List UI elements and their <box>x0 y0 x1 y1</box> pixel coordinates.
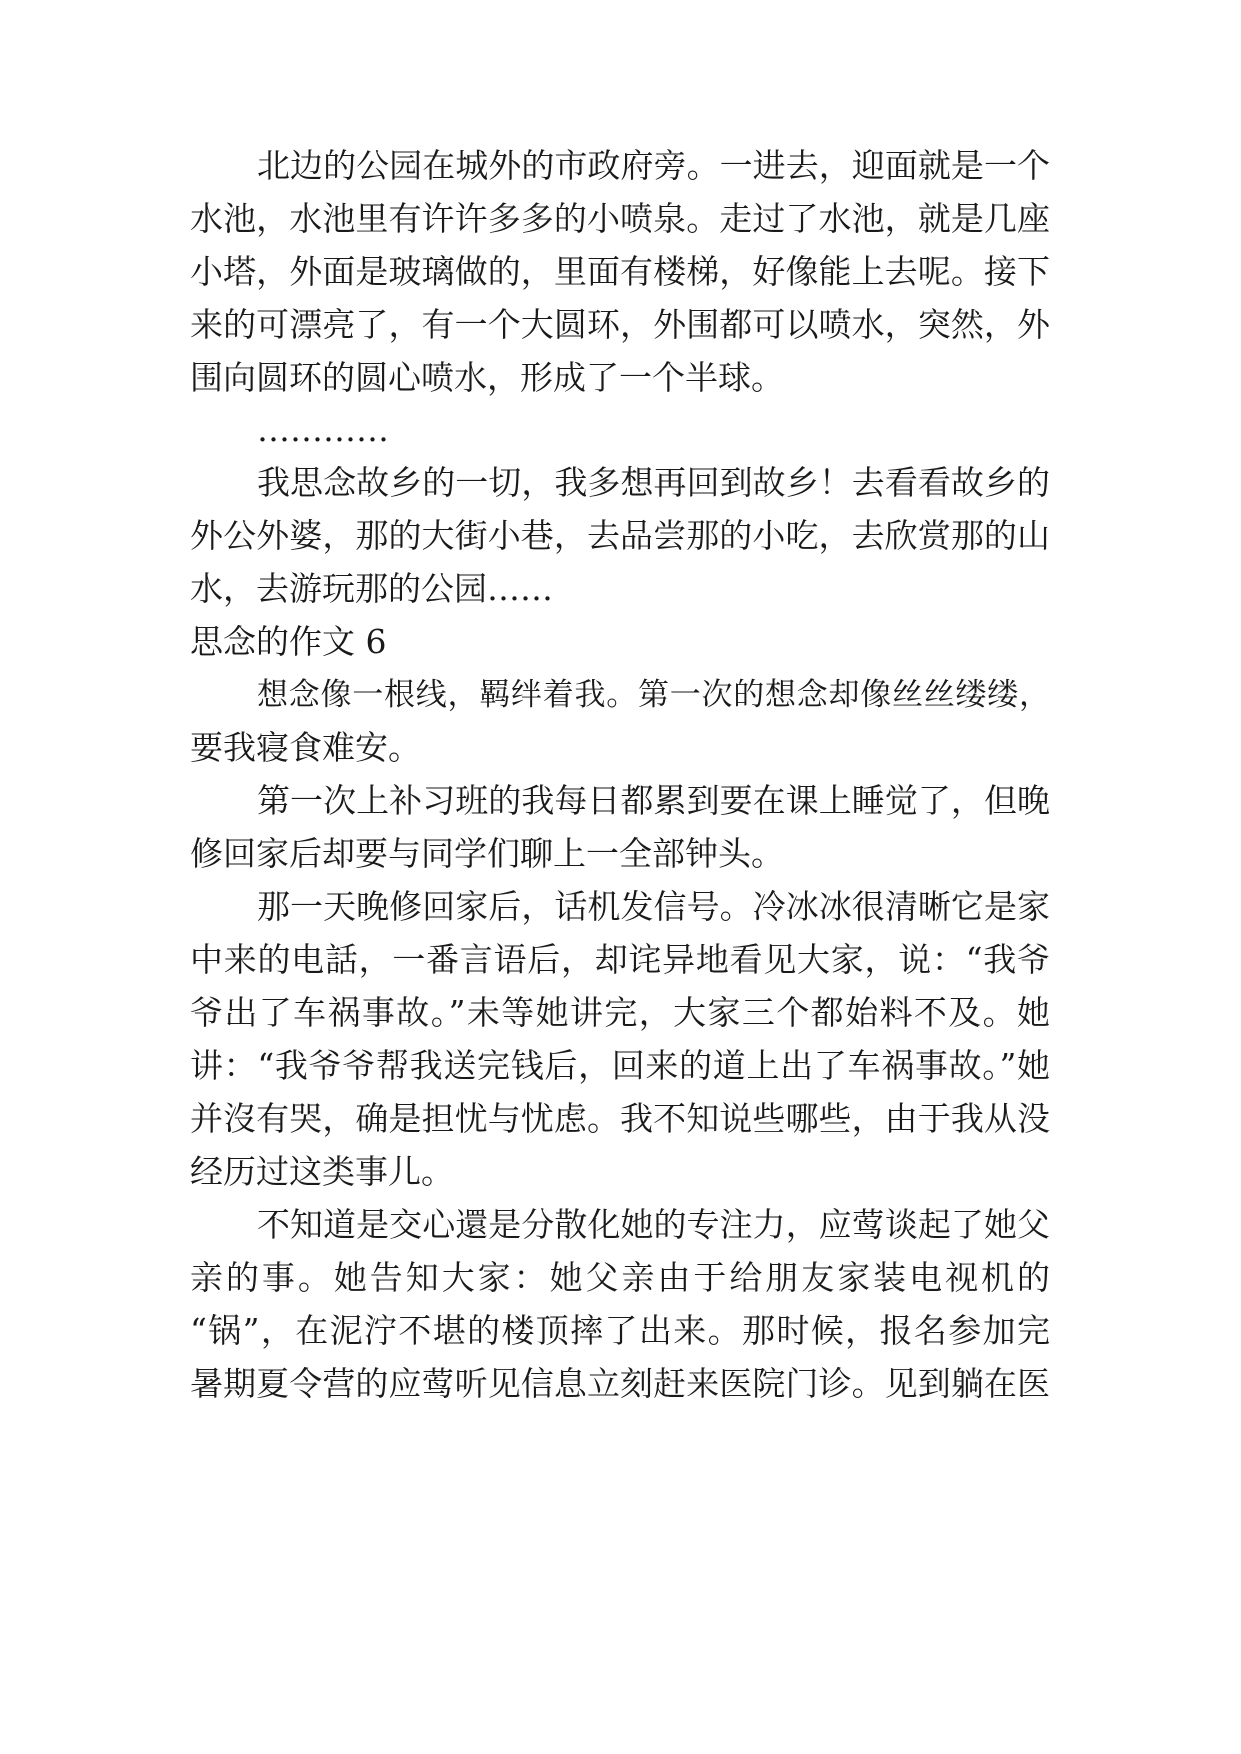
paragraph-line: 要我寝食难安。 <box>190 728 421 767</box>
paragraph-line: 想念像一根线，羁绊着我。第一次的想念却像丝丝缕缕， <box>257 677 1050 713</box>
ellipsis-line: ………… <box>257 410 389 449</box>
paragraph-line: 第一次上补习班的我每日都累到要在课上睡觉了，但晚 <box>257 781 1050 820</box>
paragraph-line: 水池，水池里有许许多多的小喷泉。走过了水池，就是几座 <box>190 199 1050 238</box>
paragraph-line: 我思念故乡的一切，我多想再回到故乡！去看看故乡的 <box>257 463 1050 502</box>
paragraph-line: 亲的事。她告知大家：她父亲由于给朋友家装电视机的 <box>190 1258 1050 1297</box>
paragraph-line: 外公外婆，那的大街小巷，去品尝那的小吃，去欣赏那的山 <box>190 516 1050 555</box>
paragraph-line: 水，去游玩那的公园…… <box>190 569 553 608</box>
paragraph-line: 围向圆环的圆心喷水，形成了一个半球。 <box>190 358 784 397</box>
paragraph-line: 不知道是交心還是分散化她的专注力，应莺谈起了她父 <box>257 1205 1050 1244</box>
paragraph-line: 暑期夏令营的应莺听见信息立刻赶来医院门诊。见到躺在医 <box>190 1364 1050 1403</box>
paragraph-line: 爷出了车祸事故。”未等她讲完，大家三个都始料不及。她 <box>190 993 1050 1032</box>
paragraph-line: “锅”，在泥泞不堪的楼顶摔了出来。那时候，报名参加完 <box>190 1311 1050 1350</box>
section-title: 思念的作文 6 <box>190 622 387 661</box>
paragraph-line: 小塔，外面是玻璃做的，里面有楼梯，好像能上去呢。接下 <box>190 252 1050 291</box>
paragraph-line: 北边的公园在城外的市政府旁。一进去，迎面就是一个 <box>257 146 1050 185</box>
paragraph-line: 并沒有哭，确是担忧与忧虑。我不知说些哪些，由于我从没 <box>190 1099 1050 1138</box>
paragraph-line: 来的可漂亮了，有一个大圆环，外围都可以喷水，突然，外 <box>190 305 1050 344</box>
paragraph-line: 中来的电話，一番言语后，却诧异地看见大家，说：“我爷 <box>190 940 1050 979</box>
paragraph-line: 那一天晚修回家后，话机发信号。冷冰冰很清晰它是家 <box>257 887 1050 926</box>
paragraph-line: 修回家后却要与同学们聊上一全部钟头。 <box>190 834 784 873</box>
paragraph-line: 经历过这类事儿。 <box>190 1152 454 1191</box>
paragraph-line: 讲：“我爷爷帮我送完钱后，回来的道上出了车祸事故。”她 <box>190 1046 1050 1085</box>
